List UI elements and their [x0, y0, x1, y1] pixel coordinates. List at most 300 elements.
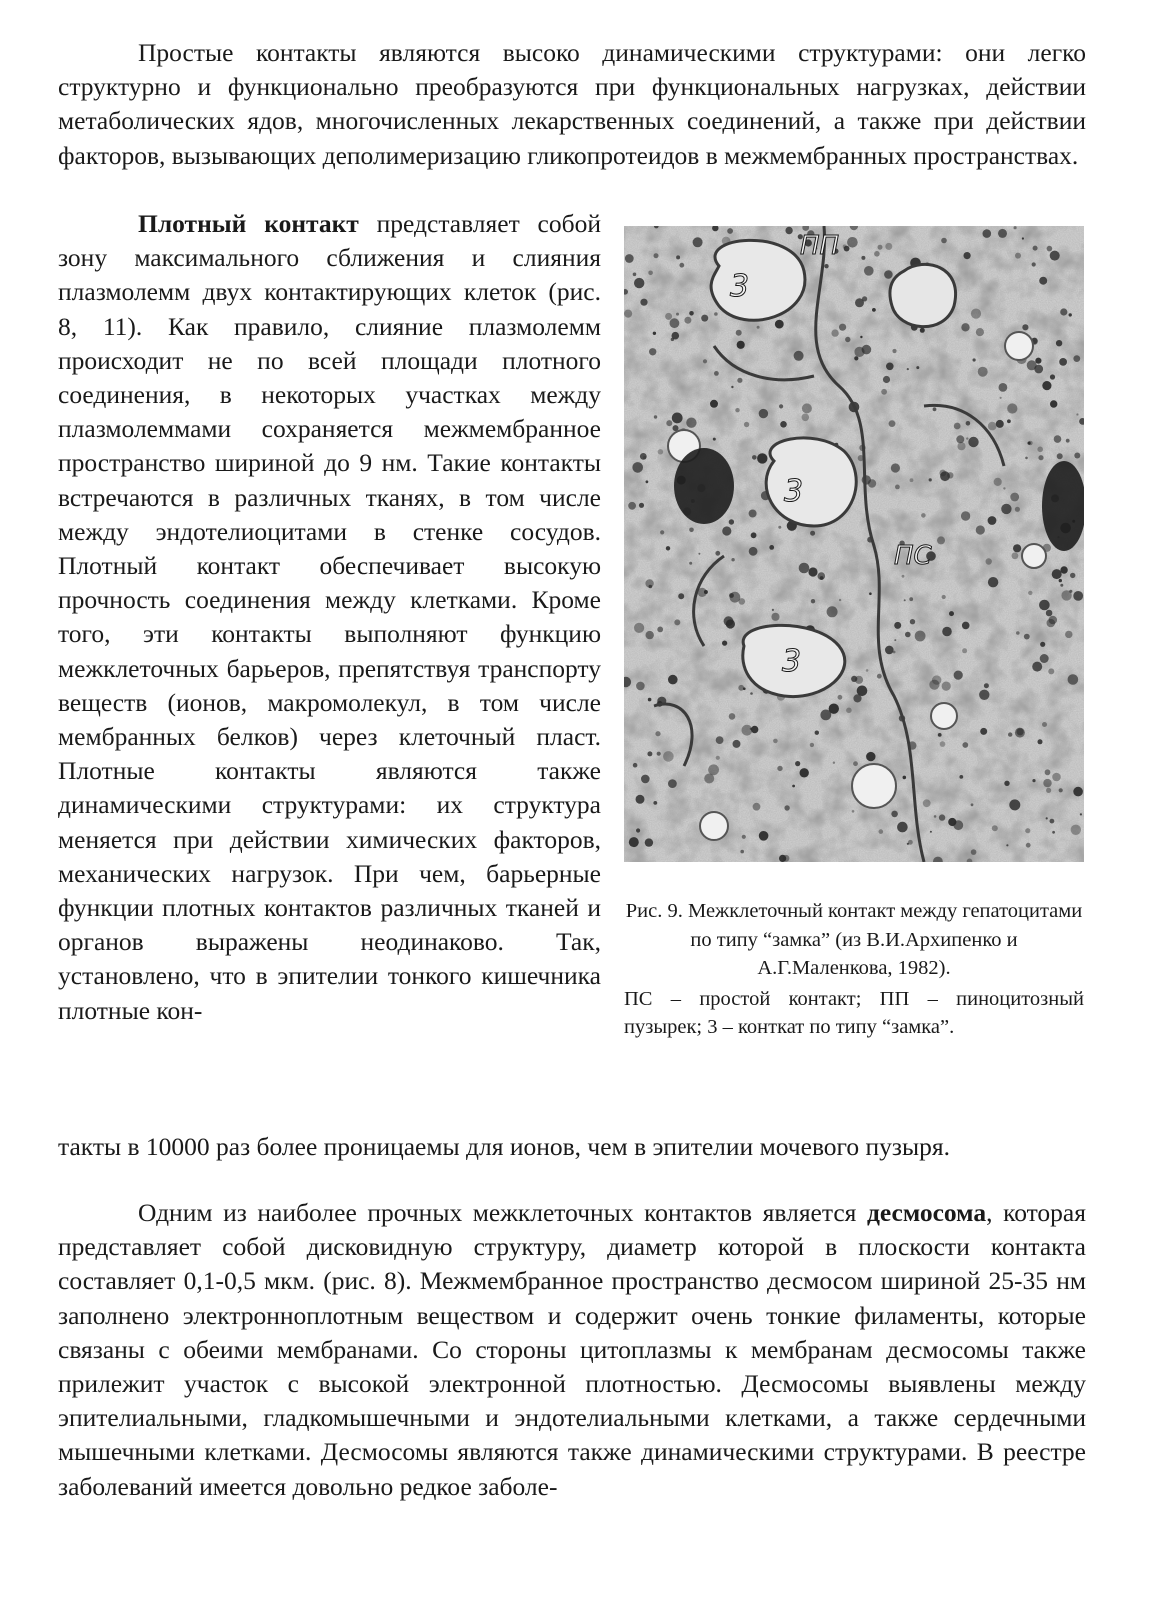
micrograph-granule [929, 680, 939, 690]
micrograph-granule [909, 597, 913, 601]
micrograph-granule [942, 627, 952, 637]
term-desmosome: десмосома [866, 1198, 987, 1227]
micrograph-granule [641, 775, 650, 784]
micrograph-granule [959, 775, 963, 779]
micrograph-granule [716, 736, 724, 744]
micrograph-granule [999, 383, 1008, 392]
micrograph-granule [1040, 654, 1049, 663]
micrograph-granule [759, 831, 769, 841]
micrograph-granule [839, 324, 846, 331]
micrograph-granule [1042, 722, 1047, 727]
micrograph-granule [655, 731, 660, 736]
micrograph-granule [877, 674, 882, 679]
micrograph-granule [1060, 566, 1067, 573]
micrograph-granule [672, 413, 683, 424]
micrograph-granule [722, 526, 731, 535]
micrograph-granule [1037, 447, 1043, 453]
micrograph-granule [827, 606, 838, 617]
label-z3: 3 [782, 644, 802, 679]
micrograph-granule [962, 742, 968, 748]
micrograph-granule [845, 337, 850, 342]
micrograph-granule [902, 575, 905, 578]
micrograph-granule [722, 641, 727, 646]
micrograph-granule [971, 849, 977, 855]
micrograph-granule [800, 768, 809, 777]
micrograph-granule [663, 751, 674, 762]
micrograph-granule [1038, 455, 1043, 460]
micrograph-granule [648, 698, 652, 702]
micrograph-granule [660, 530, 664, 534]
micrograph-granule [1056, 340, 1062, 346]
micrograph-granule [628, 502, 636, 510]
micrograph-granule [846, 708, 852, 714]
micrograph-granule [940, 741, 946, 747]
micrograph-granule [646, 631, 654, 639]
micrograph-granule [733, 740, 741, 748]
micrograph-granule [923, 799, 931, 807]
micrograph-granule [658, 449, 663, 454]
micrograph-granule [810, 743, 814, 747]
micrograph-granule [753, 803, 761, 811]
micrograph-granule [636, 682, 645, 691]
micrograph-granule [930, 831, 932, 833]
micrograph-granule [1046, 610, 1053, 617]
micrograph-granule [708, 764, 719, 775]
micrograph-granule [1071, 825, 1081, 835]
micrograph-granule [689, 311, 694, 316]
micrograph-granule [1047, 246, 1053, 252]
micrograph-granule [1065, 631, 1072, 638]
micrograph-granule [1017, 728, 1024, 735]
paragraph-continuation [58, 1130, 1086, 1164]
micrograph-granule [853, 694, 861, 702]
micrograph-granule [757, 453, 767, 463]
micrograph-granule [1048, 668, 1054, 674]
micrograph-granule [1038, 739, 1043, 744]
micrograph-granule [939, 814, 945, 820]
micrograph-granule [1074, 453, 1080, 459]
micrograph-granule [636, 795, 645, 804]
micrograph-granule [794, 351, 804, 361]
micrograph-granule [1022, 237, 1024, 239]
micrograph-granule [657, 752, 661, 756]
micrograph-granule [779, 855, 786, 862]
micrograph-granule [780, 421, 787, 428]
micrograph-granule [740, 850, 744, 854]
micrograph-granule [853, 761, 858, 766]
micrograph-granule [1059, 358, 1067, 366]
micrograph-granule [892, 349, 896, 353]
caption-title: Рис. 9. Межклеточный контакт между гепатоцитами по типу “замка” (из В.И.Архипенко и А.Г.Маленкова, 1982). [625, 900, 1083, 979]
micrograph-granule [742, 835, 746, 839]
micrograph-granule [633, 763, 638, 768]
micrograph-granule [962, 648, 967, 653]
micrograph-granule [979, 690, 989, 700]
micrograph-granule [737, 341, 745, 349]
micrograph-granule [1032, 662, 1042, 672]
micrograph-granule [710, 400, 718, 408]
micrograph-granule [869, 592, 872, 595]
micrograph-granule [966, 437, 968, 439]
micrograph-granule [855, 298, 864, 307]
label-pp: ПП [800, 231, 840, 261]
micrograph-granule [980, 728, 987, 735]
micrograph-granule [751, 726, 758, 733]
paragraph-text: Простые контакты являются высоко динамическими структурами: они легко структурно и функционально преобразуются при функциональных нагрузках, действии метаболических ядов, многочисленных лекарственных соединений, а также при действии факторов, вызывающих деполимеризацию гликопротеидов в межмембранных пространствах. [58, 38, 1086, 170]
micrograph-granule [654, 253, 659, 258]
micrograph-granule [998, 229, 1007, 238]
micrograph-granule [779, 404, 783, 408]
micrograph-granule [884, 270, 893, 279]
micrograph-granule [731, 558, 734, 561]
micrograph-granule [942, 595, 946, 599]
micrograph-figure [624, 226, 1084, 862]
micrograph-granule [676, 255, 680, 259]
micrograph-granule [1052, 569, 1062, 579]
micrograph-granule [647, 751, 652, 756]
micrograph-granule [646, 480, 649, 483]
micrograph-granule [757, 326, 760, 329]
paragraph-simple-contacts [58, 36, 1086, 173]
micrograph-granule [953, 820, 963, 830]
micrograph-granule [1059, 788, 1063, 792]
micrograph-granule [1024, 634, 1030, 640]
micrograph-granule [1059, 579, 1062, 582]
micrograph-granule [1050, 400, 1057, 407]
micrograph-granule [1008, 732, 1012, 736]
micrograph-granule [868, 479, 876, 487]
micrograph-granule [1050, 819, 1055, 824]
micrograph-granule [968, 437, 978, 447]
micrograph-granule [1073, 591, 1083, 601]
micrograph-granule [905, 632, 911, 638]
paragraph-text: такты в 10000 раз более проницаемы для ионов, чем в эпителии мочевого пузыря. [58, 1132, 950, 1161]
micrograph-granule [966, 421, 971, 426]
micrograph-granule [666, 546, 670, 550]
micrograph-granule [904, 599, 906, 601]
micrograph-granule [750, 692, 753, 695]
micrograph-granule [678, 593, 684, 599]
micrograph-granule [838, 695, 843, 700]
micrograph-granule [1073, 355, 1080, 362]
micrograph-granule [839, 599, 841, 601]
micrograph-granule [771, 613, 779, 621]
micrograph-granule [964, 252, 971, 259]
micrograph-granule [792, 785, 795, 788]
label-z1: 3 [730, 269, 750, 304]
micrograph-granule [668, 675, 678, 685]
micrograph-granule [961, 323, 969, 331]
micrograph-granule [751, 532, 757, 538]
micrograph-granule [1049, 616, 1058, 625]
micrograph-granule [984, 683, 989, 688]
micrograph-granule [878, 245, 883, 250]
micrograph-granule [1057, 453, 1063, 459]
micrograph-granule [852, 810, 855, 813]
micrograph-granule [653, 801, 657, 805]
figure-caption [624, 897, 1084, 1042]
micrograph-granule [772, 609, 774, 611]
micrograph-granule [1060, 308, 1067, 315]
micrograph-granule [921, 513, 926, 518]
micrograph-granule [1046, 817, 1048, 819]
micrograph-granule [1039, 277, 1047, 285]
micrograph-granule [715, 551, 720, 556]
micrograph-granule [1009, 799, 1020, 810]
micrograph-granule [992, 825, 998, 831]
micrograph-granule [1010, 493, 1019, 502]
micrograph-granule [811, 599, 815, 603]
micrograph-granule [738, 685, 744, 691]
micrograph-granule [1012, 552, 1019, 559]
micrograph-granule [891, 811, 898, 818]
micrograph-granule [939, 470, 946, 477]
micrograph-granule [860, 336, 862, 338]
micrograph-granule [908, 840, 913, 845]
micrograph-granule [916, 366, 919, 369]
micrograph-granule [731, 386, 733, 388]
micrograph-granule [769, 545, 774, 550]
micrograph-granule [749, 510, 757, 518]
micrograph-granule [941, 238, 947, 244]
micrograph-granule [1033, 246, 1038, 251]
micrograph-granule [679, 263, 684, 268]
micrograph-granule [714, 371, 719, 376]
micrograph-granule [624, 310, 632, 318]
micrograph-granule [1046, 788, 1051, 793]
micrograph-granule [1032, 262, 1036, 266]
micrograph-granule [736, 330, 742, 336]
micrograph-granule [671, 338, 674, 341]
micrograph-granule [636, 828, 640, 832]
micrograph-granule [777, 766, 782, 771]
micrograph-granule [778, 526, 781, 529]
paragraph-tight-junction [58, 207, 601, 1028]
micrograph-granule [701, 315, 708, 322]
micrograph-granule [799, 563, 810, 574]
micrograph-granule [634, 278, 644, 288]
micrograph-granule [988, 422, 997, 431]
micrograph-granule [949, 611, 954, 616]
micrograph-granule [795, 761, 800, 766]
micrograph-granule [1045, 769, 1051, 775]
micrograph-granule [942, 682, 951, 691]
micrograph-granule [1022, 324, 1028, 330]
micrograph-granule [976, 525, 985, 534]
micrograph-granule [633, 273, 637, 277]
micrograph-granule [886, 363, 894, 371]
micrograph-granule [703, 359, 707, 363]
micrograph-granule [1007, 403, 1017, 413]
micrograph-granule [742, 725, 753, 736]
micrograph-granule [1035, 358, 1041, 364]
micrograph-granule [645, 579, 653, 587]
micrograph-granule [910, 478, 914, 482]
micrograph-granule [874, 251, 880, 257]
micrograph-granule [785, 227, 792, 234]
micrograph-granule [739, 598, 746, 605]
micrograph-granule [698, 553, 700, 555]
micrograph-granule [625, 254, 634, 263]
micrograph-granule [1026, 843, 1031, 848]
micrograph-granule [632, 462, 643, 473]
micrograph-granule [954, 423, 961, 430]
micrograph-granule [973, 358, 976, 361]
micrograph-granule [729, 713, 736, 720]
micrograph-granule [810, 531, 815, 536]
micrograph-granule [744, 422, 749, 427]
micrograph-granule [665, 313, 672, 320]
micrograph-granule [752, 455, 757, 460]
micrograph-granule [820, 576, 824, 580]
micrograph-granule [815, 731, 819, 735]
micrograph-granule [1032, 779, 1035, 782]
micrograph-granule [883, 376, 890, 383]
micrograph-granule [961, 511, 970, 520]
micrograph-granule [978, 367, 988, 377]
micrograph-granule [947, 472, 953, 478]
micrograph-granule [1069, 590, 1072, 593]
micrograph-granule [648, 271, 653, 276]
paragraph-text: представляет собой зону максимального сближения и слияния плазмолемм двух контактирующих клеток (рис. 8, 11). Как правило, слияние плазмолемм происходит не по всей площади плотного соединения, в некоторых участках между плазмолеммами сохраняется межмембранное пространство шириной до 9 нм. Такие контакты встречаются в различных тканях, в том числе между эндотелиоцитами в стенке сосудов. Плотный контакт обеспечивает высокую прочность соединения между клетками. Кроме того, эти контакты выполняют функцию межклеточных барьеров, препятствуя транспорту веществ (ионов, макромолекул, в том числе мембранных белков) через клеточный пласт. Плотные контакты являются также динамическими структурами: их структура меняется при действии химических факторов, механических нагрузок. При чем, барьерные функции плотных контактов различных тканей и органов выражены неодинаково. Так, установлено, что в эпителии тонкого кишечника плотные кон- [58, 209, 601, 1025]
micrograph-granule [1050, 374, 1055, 379]
micrograph-granule [1068, 674, 1079, 685]
micrograph-granule [729, 519, 734, 524]
micrograph-granule [1003, 487, 1005, 489]
micrograph-granule [910, 619, 915, 624]
micrograph-granule [1070, 573, 1075, 578]
micrograph-granule [929, 478, 932, 481]
micrograph-granule [851, 676, 857, 682]
micrograph-granule [889, 420, 896, 427]
micrograph-granule [784, 805, 789, 810]
micrograph-granule [934, 815, 937, 818]
micrograph-granule [773, 739, 778, 744]
micrograph-granule [1076, 413, 1078, 415]
paragraph-text-lead: Одним из наиболее прочных межклеточных контактов является [138, 1198, 867, 1227]
micrograph-granule [866, 752, 875, 761]
micrograph-granule [749, 547, 758, 556]
micrograph-granule [684, 317, 691, 324]
micrograph-granule [670, 318, 680, 328]
micrograph-granule [891, 463, 900, 472]
micrograph-granule [920, 328, 925, 333]
micrograph-granule [802, 414, 810, 422]
micrograph-granule [634, 623, 644, 633]
micrograph-granule [1069, 313, 1072, 316]
micrograph-granule [986, 558, 992, 564]
micrograph-granule [1060, 584, 1063, 587]
micrograph-granule [1043, 779, 1051, 787]
micrograph-granule [885, 243, 892, 250]
label-z2: 3 [784, 474, 804, 509]
micrograph-granule [1000, 397, 1002, 399]
micrograph-granule [895, 485, 900, 490]
micrograph-granule [1014, 226, 1017, 229]
micrograph-granule [689, 528, 694, 533]
micrograph-granule [693, 237, 703, 247]
micrograph-granule [864, 266, 874, 276]
micrograph-granule [854, 356, 858, 360]
micrograph-granule [726, 619, 735, 628]
micrograph-granule [881, 389, 887, 395]
micrograph-granule [716, 756, 720, 760]
micrograph-granule [1013, 544, 1021, 552]
micrograph-granule [938, 733, 942, 737]
micrograph-granule [1080, 813, 1082, 815]
micrograph-granule [915, 631, 926, 642]
micrograph-granule [727, 228, 733, 234]
micrograph-granule [820, 710, 831, 721]
micrograph-granule [654, 415, 657, 418]
micrograph-granule [714, 312, 718, 316]
micrograph-granule [645, 838, 653, 846]
micrograph-granule [983, 229, 992, 238]
micrograph-granule [994, 478, 1002, 486]
micrograph-granule [962, 622, 970, 630]
micrograph-granule [843, 245, 847, 249]
micrograph-granule [802, 403, 812, 413]
micrograph-granule [674, 619, 680, 625]
electron-micrograph-image [624, 226, 1084, 862]
micrograph-granule [1007, 419, 1011, 423]
micrograph-granule [1073, 787, 1083, 797]
micrograph-granule [862, 345, 872, 355]
micrograph-granule [1028, 442, 1031, 445]
micrograph-granule [668, 779, 677, 788]
micrograph-granule [861, 256, 865, 260]
micrograph-granule [666, 420, 672, 426]
micrograph-granule [1016, 631, 1020, 635]
micrograph-granule [686, 418, 696, 428]
micrograph-granule [971, 803, 974, 806]
micrograph-granule [1028, 591, 1032, 595]
micrograph-granule [640, 299, 647, 306]
micrograph-granule [824, 264, 828, 268]
micrograph-granule [1052, 831, 1055, 834]
term-tight-junction: Плотный контакт [138, 209, 359, 238]
micrograph-granule [735, 408, 739, 412]
micrograph-granule [808, 567, 817, 576]
micrograph-granule [673, 425, 679, 431]
micrograph-granule [639, 503, 644, 508]
micrograph-granule [957, 442, 965, 450]
micrograph-granule [1052, 773, 1061, 782]
paragraph-text: , которая представляет собой дисковидную структуру, диаметр которой в плоскости контакта составляет 0,1-0,5 мкм. (рис. 8). Межмембранное пространство десмосом шириной 25-35 нм заполнено электронноплотным веществом и содержит очень тонкие филаменты, которые связаны с обеими мембранами. Со стороны цитоплазмы к мембранам десмосомы также прилежит участок с высокой электронной плотностью. Десмосомы выявлены между эпителиальными, гладкомышечными и эндотелиальными клетками, а также сердечными мышечными клетками. Десмосомы являются также динамическими структурами. В реестре заболеваний имеется довольно редкое заболе- [58, 1198, 1086, 1501]
micrograph-granule [1040, 642, 1045, 647]
micrograph-granule [971, 309, 981, 319]
micrograph-granule [1042, 381, 1051, 390]
micrograph-granule [831, 329, 838, 336]
micrograph-granule [1034, 365, 1043, 374]
micrograph-granule [775, 320, 784, 329]
micrograph-granule [879, 829, 884, 834]
micrograph-granule [689, 562, 692, 565]
micrograph-granule [1015, 507, 1020, 512]
micrograph-granule [933, 407, 937, 411]
micrograph-granule [897, 822, 908, 833]
micrograph-granule [988, 577, 998, 587]
micrograph-granule [759, 409, 768, 418]
micrograph-granule [872, 308, 876, 312]
micrograph-granule [866, 669, 869, 672]
micrograph-granule [956, 435, 964, 443]
micrograph-granule [1004, 781, 1009, 786]
micrograph-granule [737, 378, 742, 383]
paragraph-desmosome [58, 1196, 1086, 1504]
micrograph-granule [1066, 439, 1070, 443]
micrograph-granule [649, 348, 656, 355]
